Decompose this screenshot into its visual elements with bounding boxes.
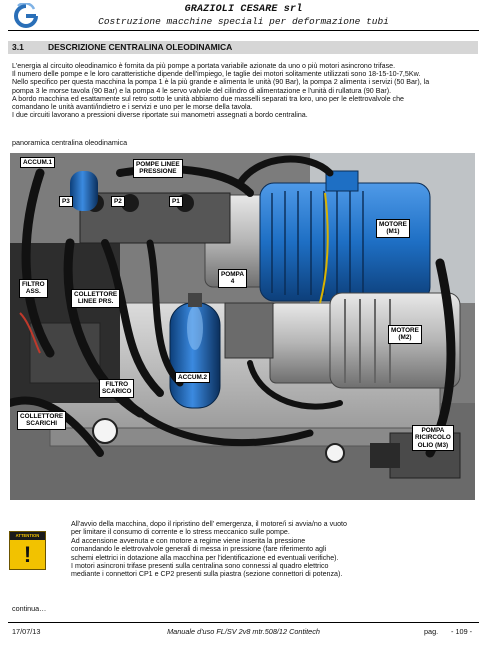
label-filtro-scarico: FILTRO SCARICO [99, 379, 134, 398]
company-name: GRAZIOLI CESARE srl [184, 4, 303, 15]
footer-page-label: pag. [424, 627, 439, 636]
label-collettore-scarichi: COLLETTORE SCARICHI [17, 411, 66, 430]
section-title: DESCRIZIONE CENTRALINA OLEODINAMICA [48, 42, 233, 52]
photo-caption: panoramica centralina oleodinamica [12, 138, 128, 147]
header-divider [8, 30, 479, 31]
intro-line: Nello specifico per questa macchina la pompa 1 è la più grande e alimenta le unità (90 Bar), la pompa 2 alimenta i servizi (50 Bar), la [12, 78, 430, 87]
footer-divider [8, 622, 479, 623]
intro-paragraph [12, 62, 478, 119]
attention-line: I motori asincroni trifase presenti sulla centralina sono connessi al quadro elettrico [71, 562, 329, 571]
label-motore-m2: MOTORE (M2) [388, 325, 422, 344]
attention-icon-label: ATTENTION [10, 532, 45, 540]
label-collettore-linee: COLLETTORE LINEE PRS. [71, 289, 120, 308]
label-motore-m1: MOTORE (M1) [376, 219, 410, 238]
intro-line: I due circuiti lavorano a pressioni diverse riportate sui manometri assegnati a bordo centralina. [12, 111, 308, 120]
intro-line: L'energia al circuito oleodinamico è fornita da più pompe a portata variabile azionate da uno o più motori asincrono trifase. [12, 62, 396, 70]
label-pompa-ricircolo: POMPA RICIRCOLO OLIO (M3) [412, 425, 454, 451]
section-heading [8, 41, 478, 54]
intro-line: Il numero delle pompe e le loro caratteristiche dipende dell'impiego, le taglie dei motori solitamente utilizzati sono 18-15-10-7,5Kw. [12, 70, 421, 79]
label-p2: P2 [111, 196, 125, 207]
attention-line: mediante i connettori CP1 e CP2 presenti sulla piastra (sezione connettori di potenza). [71, 570, 343, 579]
label-p1: P1 [169, 196, 183, 207]
label-filtro-ass: FILTRO ASS. [19, 279, 48, 298]
intro-line: pompa 3 le morse tavola (90 Bar) e la pompa 4 le servo valvole del cilindro di alimentazione e l'unità di rullatura (90 Bar). [12, 86, 392, 95]
attention-line: schemi elettrici in dotazione alla macchina per l'identificazione ed eventuali verifiche). [71, 553, 339, 562]
attention-line: per limitare il consumo di corrente e lo stress meccanico sulle pompe. [71, 528, 290, 537]
label-accum-2: ACCUM.2 [175, 372, 210, 383]
label-accum-1: ACCUM.1 [20, 157, 55, 168]
attention-line: All'avvio della macchina, dopo il ripristino dell' emergenza, il motore/i si avvia/no a vuoto [71, 520, 347, 528]
company-subtitle: Costruzione macchine speciali per deformazione tubi [98, 16, 389, 27]
intro-line: A bordo macchina ed esattamente sul retro sotto le unità abbiamo due masselli separati tra loro, uno per le elettrovalvole che [12, 94, 404, 103]
attention-line: Ad accensione avvenuta e con motore a regime viene inserita la pressione [71, 536, 306, 545]
hydraulic-unit-photo [10, 153, 475, 500]
footer-date: 17/07/13 [12, 627, 41, 636]
attention-line: comandando le elettrovalvole generali di messa in pressione (fare riferimento agli [71, 545, 327, 554]
label-pompe-linee-pressione: POMPE LINEE PRESSIONE [133, 159, 183, 178]
attention-paragraph [71, 520, 476, 579]
exclamation-icon: ! [23, 542, 32, 567]
intro-line: comandano le unità avanti/indietro e i servizi e uno per le morse della tavola. [12, 103, 253, 112]
warning-sign-icon [9, 531, 46, 570]
footer-manual-title: Manuale d'uso FL/SV 2v8 mtr.508/12 Contitech [167, 627, 320, 636]
label-pompa-4: POMPA 4 [218, 269, 247, 288]
section-number: 3.1 [12, 42, 24, 52]
footer-page-number: - 109 - [451, 627, 473, 636]
label-p3: P3 [59, 196, 73, 207]
continued-note: continua… [12, 604, 47, 613]
